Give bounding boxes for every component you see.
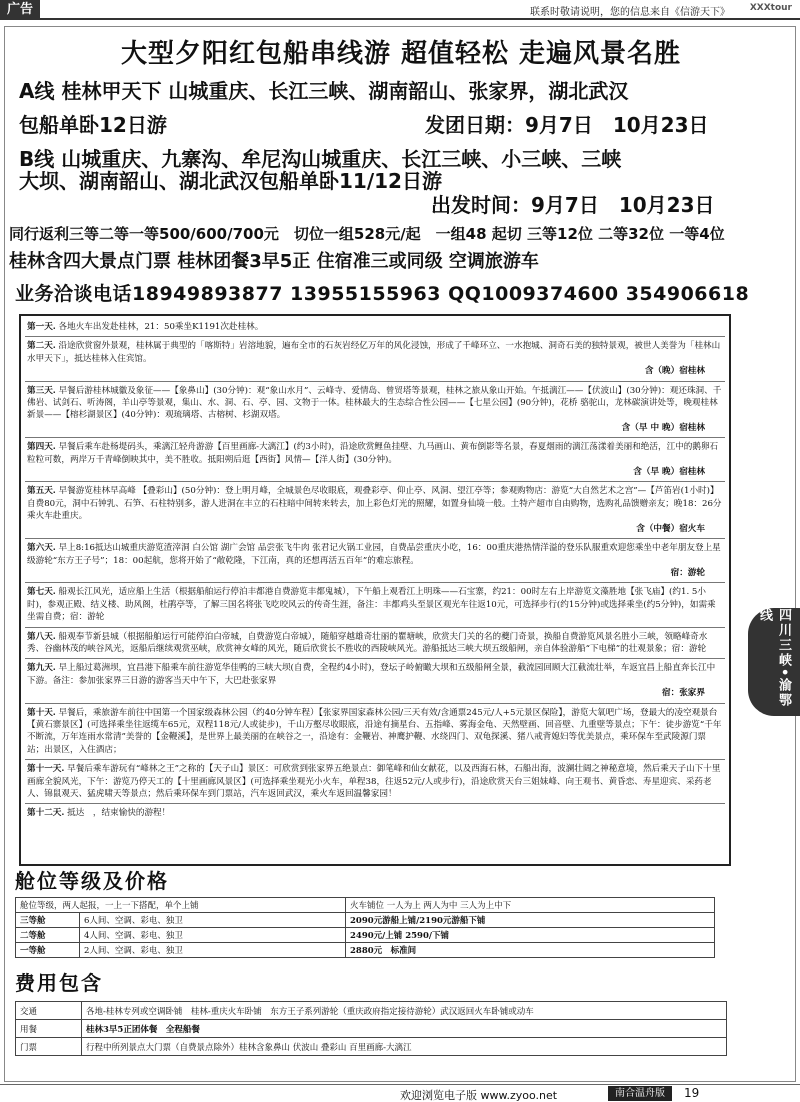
footer-website: 欢迎浏览电子版 www.zyoo.net bbox=[400, 1089, 558, 1102]
day-label: 第一天. bbox=[27, 322, 56, 332]
day-label: 第五天. bbox=[27, 486, 56, 497]
route-b-line2: 大坝、湖南韶山、湖北武汉包船单卧11/12日游 bbox=[19, 169, 442, 193]
itinerary-day bbox=[25, 704, 725, 761]
day-meal-lodging: 含（早 晚）宿桂林 bbox=[633, 467, 705, 478]
cabin-price: 2490元/上铺 2590/下铺 bbox=[346, 928, 715, 943]
day-label: 第七天. bbox=[27, 587, 56, 598]
day-text: 早上船过葛洲坝，宜昌港下船乘车前往游览华佳鸭的三峡大坝(自费，全程约4小时)，登坛子岭俯瞰大坝和五级船闸全景，截流园回顾大江截流壮举，车返宜昌上船直奔长江中下游。备注：参加张家界三日游的游客当天中午下，大巴赴张家界 bbox=[27, 663, 716, 686]
cabin-section-title: 舱位等级及价格 bbox=[15, 869, 169, 893]
rebate-line: 同行返利三等二等一等500/600/700元 切位一组528元/起 一组48 起切 三等12位 二等32位 一等4位 bbox=[9, 225, 725, 243]
cabin-class: 三等舱 bbox=[16, 913, 80, 928]
table-row bbox=[16, 1038, 727, 1056]
phone-line: 业务洽谈电话18949893877 13955155963 QQ1009374600 354906618 bbox=[15, 283, 750, 305]
publication-logo: XXXtour bbox=[749, 3, 792, 13]
fee-detail: 各地-桂林专列或空调卧铺 桂林-重庆火车卧铺 东方王子系列游轮（重庆政府指定接待游轮）武汉返回火车卧铺或动车 bbox=[82, 1002, 727, 1020]
cabin-price: 2880元 标准间 bbox=[346, 943, 715, 958]
table-row bbox=[16, 1020, 727, 1038]
route-a-line1: A线 桂林甲天下 山城重庆、长江三峡、湖南韶山、张家界，湖北武汉 bbox=[19, 79, 629, 103]
day-label: 第九天. bbox=[27, 663, 56, 674]
bottom-bar bbox=[0, 1084, 800, 1102]
table-row bbox=[16, 913, 715, 928]
day-label: 第四天. bbox=[27, 442, 56, 453]
itinerary-day bbox=[25, 628, 725, 660]
cabin-price: 2090元游船上铺/2190元游船下铺 bbox=[346, 913, 715, 928]
day-meal-lodging: 宿：张家界 bbox=[662, 688, 705, 699]
day-label: 第二天. bbox=[27, 341, 56, 352]
cabin-class: 一等舱 bbox=[16, 943, 80, 958]
itinerary-day bbox=[25, 337, 725, 381]
cabin-desc: 2人间、空调、彩电、独卫 bbox=[80, 943, 346, 958]
day-text: 船观长江风光，适应船上生活（根据船舶运行停泊丰都港自费游览丰都鬼城），下午船上观看江上明珠——石宝寨，约21：00时左右上岸游览文藻胜地【张飞庙】(约1. 5小时)，参观正殿、结义楼、助风阁，杜鹃亭等，了解三国名将张飞吃咬风云的传奇生涯，备注：丰都鸡头至景区观光车往返10元，可选择步行(约15分钟)或选择乘坐(约5分钟)，如需乘坐需自费；宿：游轮 bbox=[27, 587, 716, 623]
day-text: 早上8:16抵达山城重庆游览渣滓洞 白公馆 湖广会馆 品尝张飞牛肉 张君记火锅工业园，自费品尝重庆小吃，16：00重庆港热情洋溢的登乐队服重欢迎您乘坐中老年朋友登上星级游轮“东方王子号”；18：00起航，您将开始了“敞乾隆，下江南，真的还想再活五百年”的难忘旅程。 bbox=[27, 543, 721, 566]
table-row bbox=[16, 1002, 727, 1020]
cabin-desc: 6人间、空调、彩电、独卫 bbox=[80, 913, 346, 928]
day-text: 船观奉节新县城（根据船舶运行可能停泊白帝城，自费游览白帝城），随船穿越雄奇壮丽的瞿塘峡，欣赏夫门关的名的夔门奇景，换船自费游览风景名胜小三峡，领略峰奇水秀、谷幽林茂的峡谷风光，返船后继续观赏巫峡，欣赏神女峰的风光，随后欣赏长不胜收的西陵峡风光。游船抵达三峡大坝五级船闸，亲自体验游船“下电梯”的壮观景象；宿：游轮 bbox=[27, 631, 708, 654]
route-a-dates: 发团日期：9月7日 10月23日 bbox=[425, 113, 709, 137]
day-text: 早餐后，乘旅游车前往中国第一个国家级森林公园（约40分钟车程）【张家界国家森林公园/三天有效/含通票245元/人+5元景区保险】，游览大氧吧广场，登最大的凌空观景台【黄石寨景区】(可选择乘坐往返缆车65元，双程118元/人或徒步)，千山万壑尽收眼底，沿途有摘星台、五指峰、雾海金龟、天然壁画、回音壁、九重壁等景点；下午：徒步游览“千年不断流，万年连雨水常清”美誉的【金鞭溪】，是世界上最美丽的在峡谷之一，沿途有：金鞭岩、神鹰护鞭、水绕四门、双龟探溪、猪八戒背媳妇等优美景点，乘环保车至武陵源门票站；出景区，入住酒店； bbox=[27, 707, 722, 755]
fee-item: 交通 bbox=[16, 1002, 82, 1020]
itinerary-day bbox=[25, 804, 725, 822]
cabin-class: 二等舱 bbox=[16, 928, 80, 943]
includes-line: 桂林含四大景点门票 桂林团餐3早5正 住宿准三或同级 空调旅游车 bbox=[9, 251, 539, 272]
itinerary-day bbox=[25, 438, 725, 482]
day-meal-lodging: 宿：游轮 bbox=[670, 567, 705, 578]
table-header-row bbox=[16, 898, 715, 913]
day-meal-lodging: 含（晚）宿桂林 bbox=[644, 366, 705, 377]
ad-page bbox=[4, 26, 796, 1082]
day-meal-lodging: 含（中餐）宿火车 bbox=[636, 523, 705, 534]
page-number: 19 bbox=[684, 1086, 700, 1100]
itinerary-day bbox=[25, 539, 725, 583]
day-text: 早餐后乘车赴杨堤码头，乘漓江轻舟游游【百里画廊-大漓江】(约3小时)，沿途欣赏鲤鱼挂壁、九马画山、黄布倒影等名景，春夏烟雨的漓江荡漾着美丽和绝活，江中的鹅卵石粒粒可数，两岸万千青峰倒映其中，美不胜收。抵阳朔后逛【西街】风情—【洋人街】(30分钟)。 bbox=[27, 442, 719, 465]
route-b-line1: B线 山城重庆、九寨沟、牟尼沟山城重庆、长江三峡、小三峡、三峡 bbox=[19, 147, 622, 171]
itinerary-day bbox=[25, 318, 725, 337]
contact-note: 联系时敬请说明，您的信息来自《信游天下》 bbox=[530, 7, 730, 18]
fee-detail: 桂林3早5正团体餐 全程船餐 bbox=[82, 1020, 727, 1038]
page-title: 大型夕阳红包船串线游 超值轻松 走遍风景名胜 bbox=[120, 39, 682, 69]
section-side-tab bbox=[748, 608, 800, 716]
itinerary-day bbox=[25, 482, 725, 539]
itinerary-box bbox=[19, 314, 731, 866]
day-label: 第十二天. bbox=[27, 808, 65, 819]
day-label: 第六天. bbox=[27, 543, 56, 554]
day-text: 抵达 ，结束愉快的游程！ bbox=[67, 808, 171, 819]
day-label: 第三天. bbox=[27, 385, 56, 396]
fees-section-title: 费用包含 bbox=[15, 971, 103, 995]
cabin-header-left: 舱位等级，两人起报，一上一下搭配，单个上铺 bbox=[16, 898, 346, 913]
fees-table bbox=[15, 1001, 727, 1056]
cabin-price-table bbox=[15, 897, 715, 958]
day-text: 早餐后乘车游玩有“峰林之王”之称的【天子山】景区：可欣赏到张家界五绝景点：御笔峰和仙女献花，以及西海石林，石船出海，波澜壮阔之神秘意境，然后乘天子山下十里画廊全貌风光，下午：游览乃停天工的【十里画廊风景区】(可选择乘坐观光小火车，单程38，往返52元/人或步行)，沿途欣赏天台三姐妹峰、向王观书、黄昏恋、寿星迎宾、采药老人、锦鼠观天、猛虎啸天等景点；然后乘环保车到门票站，汽车返回武汉，乘火车返回温馨家园！ bbox=[27, 764, 721, 799]
footer-badge: 南合温舟版 bbox=[608, 1086, 672, 1101]
day-meal-lodging: 含（早 中 晚）宿桂林 bbox=[621, 422, 705, 433]
cabin-header-right: 火车铺位 一人为上 两人为中 三人为上中下 bbox=[346, 898, 715, 913]
fee-item: 门票 bbox=[16, 1038, 82, 1056]
route-b-dates: 出发时间：9月7日 10月23日 bbox=[431, 193, 715, 217]
itinerary-day bbox=[25, 583, 725, 627]
day-text: 早餐游览桂林早高峰 【叠彩山】(50分钟)：登上明月峰，全城景色尽收眼底，观叠彩亭、仰止亭、风洞、望江亭等；参观购物店：游览“大自然艺术之宫”—【芦笛岩(1小时)】自费80元，洞中石钟乳、石笋、石柱特别多，游人进洞在丰立的石柱暗中间转来转去，加上彩色灯光的照耀，如置身仙境一般。土特产超市自由购物，选购礼品馈赠亲友；晚18：26分乘火车赴重庆。 bbox=[27, 486, 722, 522]
table-row bbox=[16, 943, 715, 958]
fee-item: 用餐 bbox=[16, 1020, 82, 1038]
itinerary-day bbox=[25, 659, 725, 703]
itinerary-day bbox=[25, 382, 725, 439]
itinerary-day bbox=[25, 760, 725, 804]
day-label: 第十一天. bbox=[27, 764, 65, 775]
top-bar bbox=[0, 0, 800, 20]
day-label: 第十天. bbox=[27, 707, 56, 718]
fee-detail: 行程中所列景点大门票（自费景点除外）桂林含象鼻山 伏波山 叠彩山 百里画廊-大漓江 bbox=[82, 1038, 727, 1056]
day-text: 各地火车出发赴桂林，21：50乘坐K1191次赴桂林。 bbox=[58, 322, 264, 332]
side-tab-label: 四川三峡•渝鄂线 bbox=[757, 608, 791, 709]
route-a-line2: 包船单卧12日游 bbox=[19, 113, 167, 137]
cabin-desc: 4人间、空调、彩电、独卫 bbox=[80, 928, 346, 943]
table-row bbox=[16, 928, 715, 943]
day-text: 沿途欣赏窗外景观，桂林属于典型的「喀斯特」岩溶地貌，遍布全市的石灰岩经亿万年的风化浸蚀，形成了千峰环立、一水抱城、洞奇石美的独特景观，被世人美誉为「桂林山水甲天下」，抵达桂林入住宾馆。 bbox=[27, 341, 721, 364]
day-text: 早餐后游桂林城徽及象征——【象鼻山】(30分钟)：观“象山水月”、云峰寺、爱情岛、曾贸塔等景观，桂林之旅从象山开始。午抵漓江——【伏波山】(30分钟)：观还珠洞、千佛岩、试剑石、听涛阁，羊山亭等景观，集山、水、洞、石、亭、园、文物于一体。桂林最大的生态综合性公园——【七星公园】(90分钟)，花桥 骆驼山，龙林碳演讲处等，晚观桂林新景——【榕杉湖景区】(40分钟)：观琉璃塔、古榕树、杉湖双塔。 bbox=[27, 385, 722, 421]
ad-label: 广告 bbox=[0, 0, 40, 20]
day-label: 第八天. bbox=[27, 631, 56, 642]
